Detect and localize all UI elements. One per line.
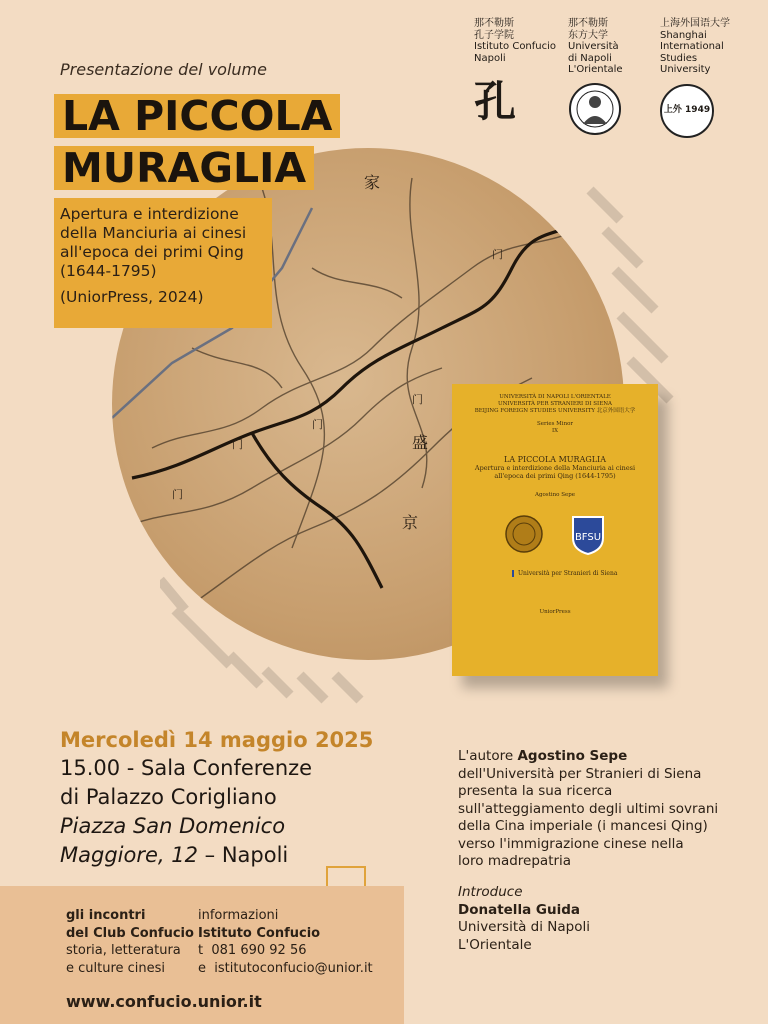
author-name: Agostino Sepe	[517, 748, 628, 764]
logo-text: di Napoli	[568, 52, 612, 64]
svg-text:门: 门	[312, 418, 323, 431]
logo-text: 那不勒斯	[474, 18, 514, 29]
logo-text: 那不勒斯	[568, 18, 608, 29]
book-series-number: IX	[551, 428, 559, 434]
svg-text:家: 家	[364, 173, 381, 192]
book-author: Agostino Sepe	[535, 492, 575, 498]
logo-text: Napoli	[474, 52, 506, 64]
email-link[interactable]: istitutoconfucio@unior.it	[214, 960, 373, 976]
logo-text: L'Orientale	[568, 64, 623, 75]
logo-text: Shanghai	[660, 29, 707, 41]
description-lead: L'autore	[458, 748, 518, 764]
logo-text: 东方大学	[568, 29, 608, 41]
orientale-seal-icon	[568, 82, 622, 136]
email-prefix: e	[198, 960, 206, 976]
book-subtitle-box	[54, 198, 272, 328]
info-label: informazioni	[198, 908, 279, 923]
logo-shanghai-isu	[660, 18, 730, 138]
description-line: verso l'immigrazione cinese nella	[458, 835, 684, 852]
event-address: Piazza San Domenico	[60, 814, 286, 838]
subtitle-line: (1644-1795)	[60, 262, 157, 280]
description-line: sull'atteggiamento degli ultimi sovrani	[458, 800, 719, 817]
book-header-line: BEIJING FOREIGN STUDIES UNIVERSITY 北京外国语大学	[474, 408, 636, 414]
book-shield-icon	[570, 514, 606, 556]
logo-text: Università	[568, 41, 619, 52]
contact-info	[198, 907, 373, 977]
title-line-2: MURAGLIA	[54, 146, 314, 190]
event-address-city	[60, 843, 288, 867]
svg-text:门: 门	[412, 393, 423, 406]
description-line: della Cina imperiale (i mancesi Qing)	[458, 818, 708, 834]
title-line-1: LA PICCOLA	[54, 94, 340, 138]
book-subtitle: Apertura e interdizione della Manciuria ai cinesi	[474, 464, 636, 472]
introducer-affiliation: Università di Napoli	[458, 919, 590, 935]
svg-text:门: 门	[232, 438, 243, 451]
address-city: – Napoli	[197, 843, 289, 867]
shanghai-seal-icon: 上外 1949	[660, 84, 714, 138]
svg-text:门: 门	[172, 488, 183, 501]
book-press: UniorPress	[539, 609, 571, 615]
book-header-line: UNIVERSITÀ PER STRANIERI DI SIENA	[497, 401, 613, 407]
presentation-kicker: Presentazione del volume	[60, 60, 267, 79]
phone-number[interactable]: 081 690 92 56	[211, 943, 307, 958]
logo-text: 上海外国语大学	[660, 18, 730, 29]
book-seal-icon	[504, 514, 544, 554]
logo-orientale	[568, 18, 623, 139]
event-description	[458, 748, 758, 871]
event-date: Mercoledì 14 maggio 2025	[60, 728, 374, 752]
description-line: dell'Università per Stranieri di Siena	[458, 765, 702, 782]
series-info	[66, 907, 194, 977]
description-line: presenta la sua ricerca	[458, 783, 613, 799]
phone-prefix: t	[198, 943, 204, 958]
logo-text: University	[660, 64, 711, 75]
svg-text:京: 京	[402, 513, 419, 532]
description-line: loro madrepatria	[458, 853, 572, 869]
book-partner: Università per Stranieri di Siena	[512, 570, 650, 577]
publisher-line: (UniorPress, 2024)	[60, 288, 204, 306]
introducer-affiliation: L'Orientale	[458, 936, 532, 953]
event-time-venue: 15.00 - Sala Conferenze	[60, 756, 313, 780]
book-series: Series Minor	[536, 421, 574, 427]
logo-text: Istituto Confucio	[474, 41, 557, 52]
svg-text:门: 门	[492, 248, 503, 261]
subtitle-line: Apertura e interdizione	[60, 205, 239, 223]
logo-text: 孔子学院	[474, 29, 514, 41]
logo-istituto-confucio	[474, 18, 556, 124]
logo-text: Studies	[660, 52, 698, 64]
series-title: gli incontri	[66, 908, 146, 923]
series-subtitle: storia, letteratura	[66, 943, 181, 958]
introducer	[458, 884, 590, 954]
svg-text:BFSU: BFSU	[574, 532, 602, 543]
book-title: LA PICCOLA MURAGLIA	[504, 455, 606, 464]
logo-text: International	[660, 41, 724, 52]
svg-text:盛: 盛	[412, 433, 429, 452]
address-number: Maggiore, 12	[60, 843, 198, 867]
series-title: del Club Confucio	[66, 925, 194, 941]
website-link[interactable]: www.confucio.unior.it	[66, 992, 262, 1011]
info-org: Istituto Confucio	[198, 925, 321, 941]
subtitle-line: della Manciuria ai cinesi	[60, 224, 247, 242]
introducer-name: Donatella Guida	[458, 901, 580, 918]
book-cover	[452, 384, 658, 676]
book-header-line: UNIVERSITÀ DI NAPOLI L'ORIENTALE	[499, 394, 611, 400]
event-venue: di Palazzo Corigliano	[60, 785, 277, 809]
confucio-calligraphy-icon: 孔	[474, 77, 517, 126]
subtitle-line: all'epoca dei primi Qing	[60, 243, 244, 261]
book-subtitle: all'epoca dei primi Qing (1644-1795)	[494, 472, 616, 480]
introducer-label: Introduce	[458, 884, 523, 900]
series-subtitle: e culture cinesi	[66, 960, 166, 976]
